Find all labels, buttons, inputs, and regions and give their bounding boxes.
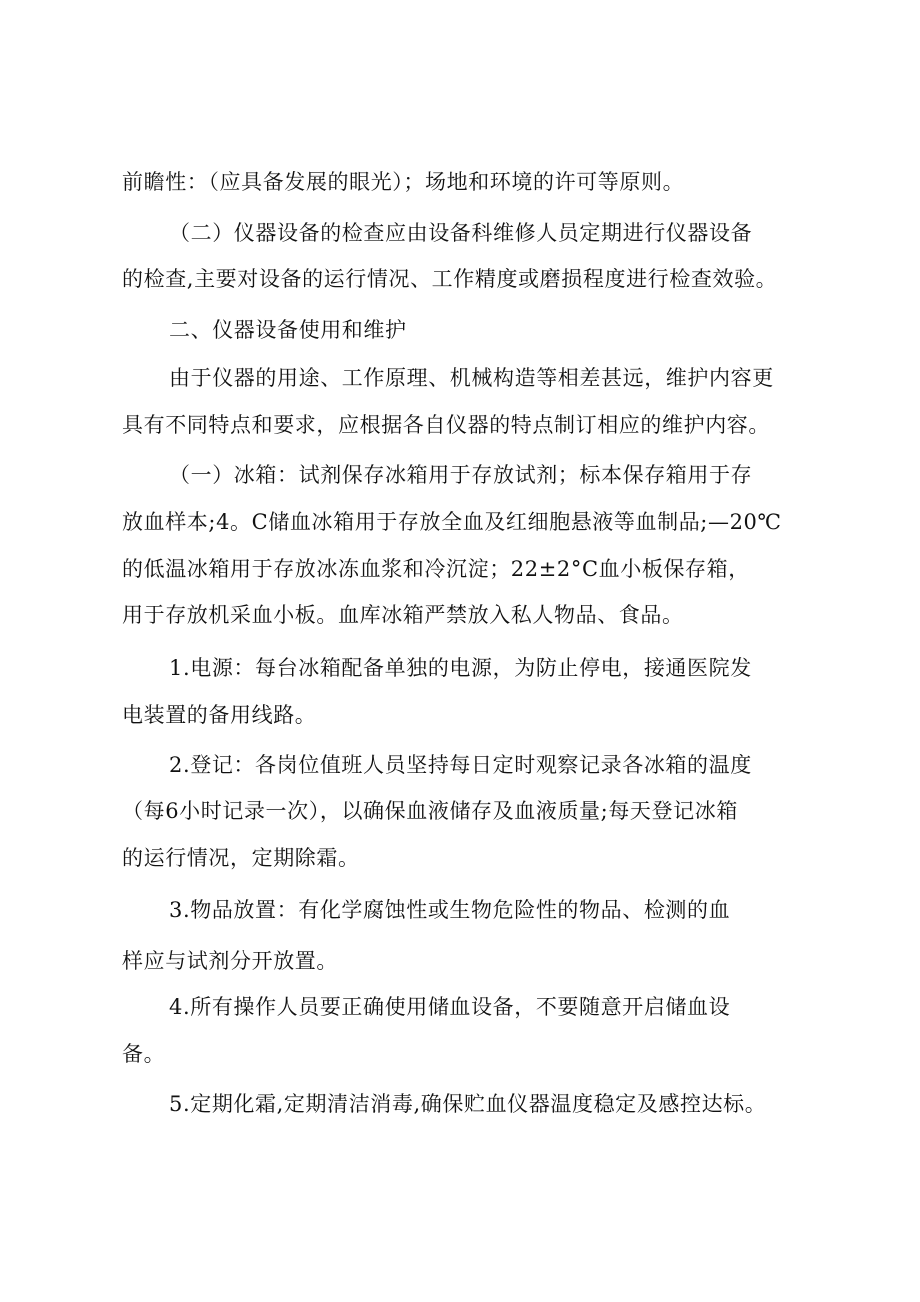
text-line: 具有不同特点和要求，应根据各自仪器的特点制订相应的维护内容。	[122, 413, 770, 437]
text-line: 的运行情况，定期除霜。	[122, 846, 360, 870]
text-line: （一）冰箱：试剂保存冰箱用于存放试剂；标本保存箱用于存	[169, 463, 753, 487]
text-line: 的检查,主要对设备的运行情况、工作精度或磨损程度进行检查效验。	[122, 267, 778, 291]
list-item-line: 3.物品放置：有化学腐蚀性或生物危险性的物品、检测的血	[169, 898, 731, 922]
text-line: 放血样本;4。C储血冰箱用于存放全血及红细胞悬液等血制品;—20℃	[122, 510, 782, 534]
text-line: 电装置的备用线路。	[122, 703, 317, 727]
text-line: （二）仪器设备的检查应由设备科维修人员定期进行仪器设备	[169, 221, 753, 245]
list-item-line: 2.登记：各岗位值班人员坚持每日定时观察记录各冰箱的温度	[169, 753, 752, 777]
list-item-line: 4.所有操作人员要正确使用储血设备，不要随意开启储血设	[169, 995, 731, 1019]
text-line: 前瞻性：（应具备发展的眼光）；场地和环境的许可等原则。	[122, 170, 685, 194]
text-line: 备。	[122, 1042, 166, 1066]
section-heading: 二、仪器设备使用和维护	[169, 318, 407, 342]
text-line: 的低温冰箱用于存放冰冻血浆和冷沉淀；22±2°C血小板保存箱，	[122, 557, 750, 581]
list-item-line: 1.电源：每台冰箱配备单独的电源，为防止停电，接通医院发	[169, 656, 752, 680]
list-item-line: 5.定期化霜,定期清洁消毒,确保贮血仪器温度稳定及感控达标。	[169, 1092, 767, 1116]
text-line: 用于存放机采血小板。血库冰箱严禁放入私人物品、食品。	[122, 603, 684, 627]
text-line: 由于仪器的用途、工作原理、机械构造等相差甚远，维护内容更	[169, 366, 774, 390]
text-line: （每6小时记录一次），以确保血液储存及血液质量;每天登记冰箱	[122, 799, 738, 823]
text-line: 样应与试剂分开放置。	[122, 949, 338, 973]
